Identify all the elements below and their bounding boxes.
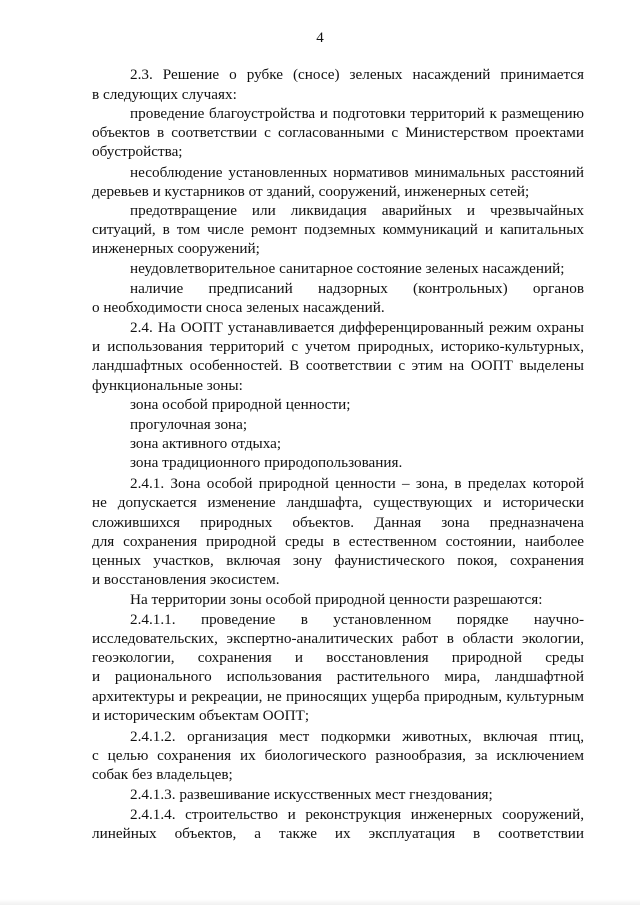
text-line: 2.4.1.1. проведение в установленном порядке научно- — [130, 611, 584, 628]
text-line: инженерных сооружений; — [92, 240, 260, 257]
text-line: 2.4.1.3. развешивание искусственных мест гнездования; — [130, 786, 493, 803]
text-line: зона активного отдыха; — [130, 435, 282, 452]
text-line: ценных участков, включая зону фаунистического покоя, сохранения — [92, 552, 584, 569]
text-line: линейных объектов, а также их эксплуатация в соответствии — [92, 825, 584, 842]
text-line: ситуаций, в том числе ремонт подземных коммуникаций и капитальных — [92, 221, 584, 238]
text-line: обустройства; — [92, 143, 183, 160]
text-line: 2.4.1.2. организация мест подкормки животных, включая птиц, — [130, 728, 584, 745]
text-line: с целью сохранения их биологического разнообразия, за исключением — [92, 747, 584, 764]
text-line: о необходимости сноса зеленых насаждений. — [92, 299, 385, 316]
page-number: 4 — [316, 30, 324, 46]
text-line: наличие предписаний надзорных (контрольных) органов — [130, 280, 584, 297]
text-line: и восстановления экосистем. — [92, 571, 280, 588]
text-line: не допускается изменение ландшафта, существующих и исторически — [92, 494, 584, 511]
text-line: прогулочная зона; — [130, 416, 248, 433]
text-line: геоэкологии, сохранения и восстановления природной среды — [92, 649, 584, 666]
text-line: предотвращение или ликвидация аварийных и чрезвычайных — [130, 202, 584, 219]
text-line: 2.3. Решение о рубке (сносе) зеленых насаждений принимается — [130, 66, 584, 83]
text-line: собак без владельцев; — [92, 766, 233, 783]
text-line: 2.4.1. Зона особой природной ценности – зона, в пределах которой — [130, 475, 584, 492]
text-line: ландшафтных особенностей. В соответствии с этим на ООПТ выделены — [92, 357, 584, 374]
text-line: в следующих случаях: — [92, 86, 237, 103]
text-line: исследовательских, экспертно-аналитических работ в области экологии, — [92, 630, 584, 647]
text-line: для сохранения природной среды в естественном состоянии, наиболее — [92, 533, 584, 550]
text-line: На территории зоны особой природной ценности разрешаются: — [130, 591, 543, 608]
text-line: 2.4.1.4. строительство и реконструкция инженерных сооружений, — [130, 806, 584, 823]
text-line: и использования территорий с учетом природных, историко-культурных, — [92, 338, 584, 355]
text-line: архитектуры и рекреации, не приносящих ущерба природным, культурным — [92, 688, 584, 705]
text-line: 2.4. На ООПТ устанавливается дифференцированный режим охраны — [130, 319, 584, 336]
text-line: деревьев и кустарников от зданий, сооружений, инженерных сетей; — [92, 183, 530, 200]
text-line: несоблюдение установленных нормативов минимальных расстояний — [130, 164, 584, 181]
text-line: объектов в соответствии с согласованными с Министерством проектами — [92, 124, 584, 141]
page-edge-shadow — [0, 899, 640, 905]
text-line: неудовлетворительное санитарное состояние зеленых насаждений; — [130, 260, 565, 277]
text-line: зона традиционного природопользования. — [130, 454, 403, 471]
text-line: зона особой природной ценности; — [130, 396, 351, 413]
text-line: сложившихся природных объектов. Данная зона предназначена — [92, 514, 584, 531]
text-line: функциональные зоны: — [92, 377, 243, 394]
text-line: и историческим объектам ООПТ; — [92, 707, 310, 724]
text-line: и рационального использования растительного мира, ландшафтной — [92, 668, 584, 685]
text-line: проведение благоустройства и подготовки территорий к размещению — [130, 105, 584, 122]
